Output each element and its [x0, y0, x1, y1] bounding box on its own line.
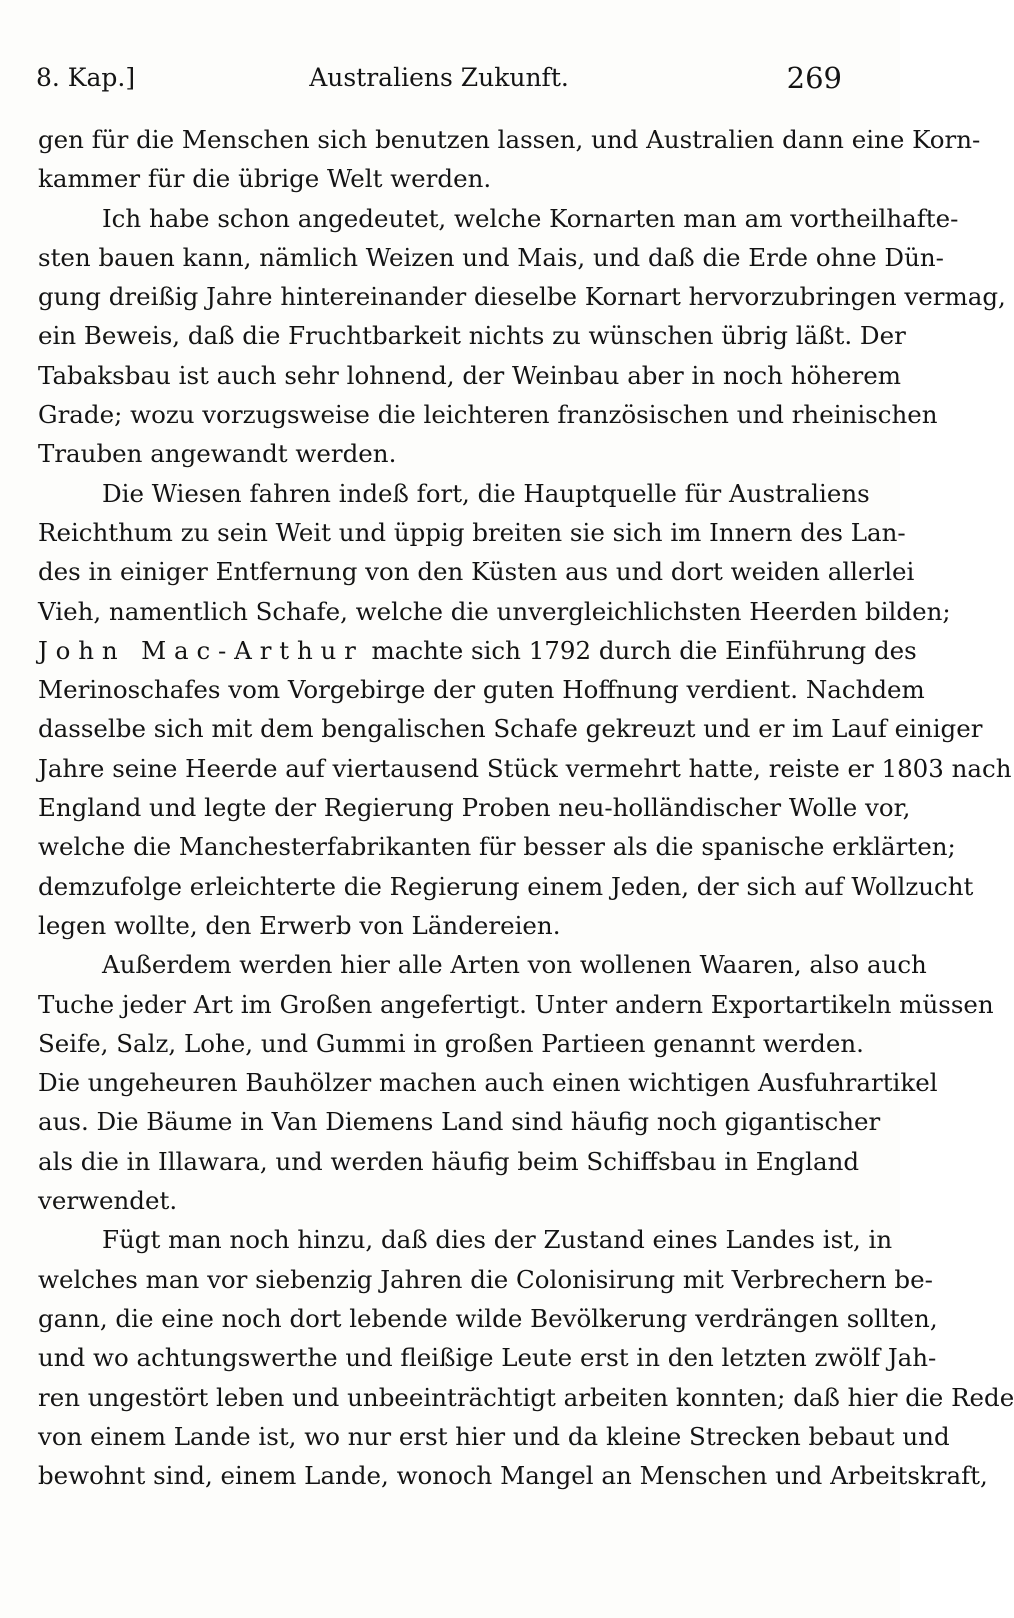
text-line: gann, die eine noch dort lebende wilde Bevölkerung verdrängen sollten, [38, 1303, 938, 1333]
body-text [38, 120, 1014, 1495]
text-line: Merinoschafes vom Vorgebirge der guten Hoffnung verdient. Nachdem [38, 675, 925, 705]
text-line: Die Wiesen fahren indeß fort, die Hauptquelle für Australiens [102, 478, 870, 508]
text-line: Tabaksbau ist auch sehr lohnend, der Weinbau aber in noch höherem [38, 360, 901, 390]
text-line: legen wollte, den Erwerb von Ländereien. [38, 910, 561, 940]
person-name: John Mac-Arthur [38, 635, 364, 665]
text-line: welches man vor siebenzig Jahren die Colonisirung mit Verbrechern be- [38, 1264, 933, 1294]
text-line: und wo achtungswerthe und fleißige Leute erst in den letzten zwölf Jah- [38, 1343, 937, 1373]
text-line: bewohnt sind, einem Lande, wonoch Mangel an Menschen und Arbeitskraft, [38, 1461, 988, 1491]
text-line: Vieh, namentlich Schafe, welche die unvergleichlichsten Heerden bilden; [38, 596, 951, 626]
text-line: gung dreißig Jahre hintereinander dieselbe Kornart hervorzubringen vermag, [38, 282, 1006, 312]
text-line-rest: machte sich 1792 durch die Einführung des [371, 635, 917, 665]
text-line: von einem Lande ist, wo nur erst hier und da kleine Strecken bebaut und [38, 1421, 950, 1451]
text-line: Reichthum zu sein Weit und üppig breiten sie sich im Innern des Lan- [38, 517, 906, 547]
paragraph-2 [38, 199, 1006, 474]
text-line: England und legte der Regierung Proben neu-holländischer Wolle vor, [38, 793, 911, 823]
text-line: Grade; wozu vorzugsweise die leichteren französischen und rheinischen [38, 400, 938, 430]
text-line: Jahre seine Heerde auf viertausend Stück vermehrt hatte, reiste er 1803 nach [38, 753, 1012, 783]
text-line: Tuche jeder Art im Großen angefertigt. Unter andern Exportartikeln müssen [38, 989, 994, 1019]
running-head [36, 58, 842, 98]
text-line: als die in Illawara, und werden häufig beim Schiffsbau in England [38, 1146, 860, 1176]
text-line: welche die Manchesterfabrikanten für besser als die spanische erklärten; [38, 832, 956, 862]
page-number: 269 [786, 61, 842, 95]
text-line: Außerdem werden hier alle Arten von wollenen Waaren, also auch [102, 950, 927, 980]
paragraph-1 [38, 120, 981, 199]
text-line: dasselbe sich mit dem bengalischen Schafe gekreuzt und er im Lauf einiger [38, 714, 983, 744]
paragraph-3 [38, 474, 1012, 946]
text-line: des in einiger Entfernung von den Küsten aus und dort weiden allerlei [38, 557, 915, 587]
text-line: verwendet. [38, 1186, 178, 1216]
text-line: Die ungeheuren Bauhölzer machen auch einen wichtigen Ausfuhrartikel [38, 1068, 938, 1098]
text-line: Seife, Salz, Lohe, und Gummi in großen Partieen genannt werden. [38, 1028, 864, 1058]
text-line [38, 631, 917, 670]
text-line: ren ungestört leben und unbeeinträchtigt arbeiten konnten; daß hier die Rede [38, 1382, 1014, 1412]
text-line: demzufolge erleichterte die Regierung einem Jeden, der sich auf Wollzucht [38, 871, 974, 901]
text-line: Fügt man noch hinzu, daß dies der Zustand eines Landes ist, in [102, 1225, 893, 1255]
paragraph-4 [38, 945, 994, 1220]
running-title: Australiens Zukunft. [309, 63, 569, 92]
text-line: ein Beweis, daß die Fruchtbarkeit nichts zu wünschen übrig läßt. Der [38, 321, 906, 351]
text-line: sten bauen kann, nämlich Weizen und Mais, und daß die Erde ohne Dün- [38, 242, 944, 272]
text-line: Trauben angewandt werden. [38, 439, 397, 469]
chapter-label: 8. Kap.] [36, 63, 136, 92]
text-line: gen für die Menschen sich benutzen lassen, und Australien dann eine Korn- [38, 125, 981, 154]
text-line: kammer für die übrige Welt werden. [38, 164, 492, 194]
text-line: Ich habe schon angedeutet, welche Kornarten man am vortheilhafte- [102, 203, 959, 233]
paragraph-5 [38, 1220, 1014, 1495]
text-line: aus. Die Bäume in Van Diemens Land sind häufig noch gigantischer [38, 1107, 881, 1137]
